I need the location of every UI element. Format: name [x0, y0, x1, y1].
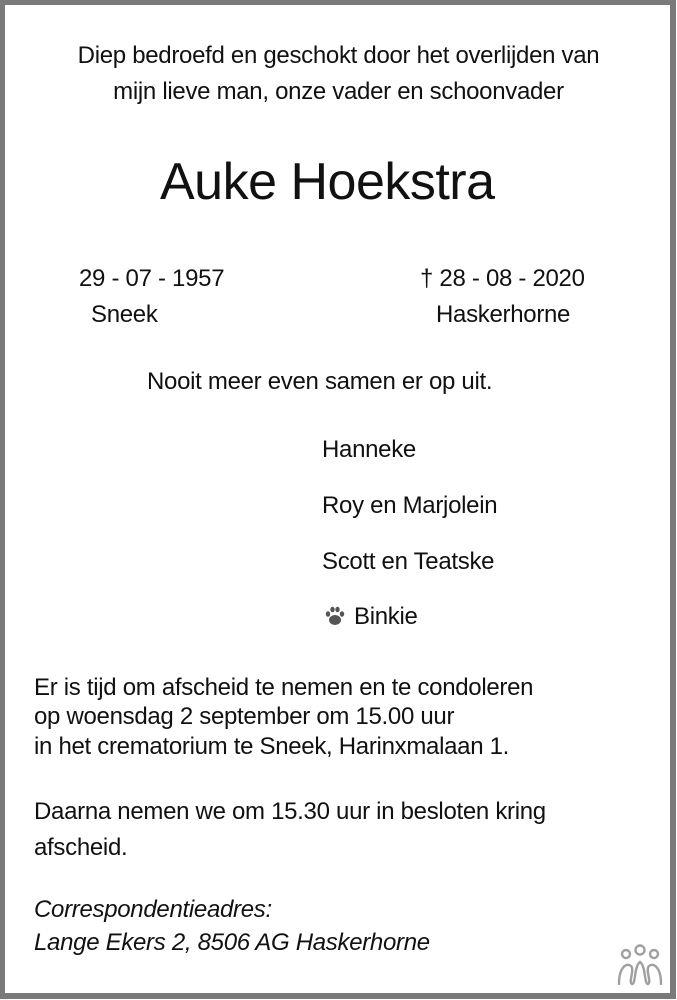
death-date: † 28 - 08 - 2020	[420, 265, 585, 292]
condolence-line-3: in het crematorium te Sneek, Harinxmalaan 1.	[34, 733, 510, 760]
mourner: Hanneke	[322, 436, 416, 463]
farewell-line-1: Daarna nemen we om 15.30 uur in besloten kring	[34, 798, 546, 825]
condolence-line-1: Er is tijd om afscheid te nemen en te condoleren	[34, 674, 534, 701]
deceased-name: Auke Hoekstra	[160, 153, 495, 211]
death-place: Haskerhorne	[436, 301, 571, 328]
pet-name: Binkie	[354, 603, 418, 630]
birth-date: 29 - 07 - 1957	[79, 265, 225, 292]
correspondence-label: Correspondentieadres:	[34, 896, 272, 923]
intro-line-1: Diep bedroefd en geschokt door het overlijden van	[77, 42, 600, 69]
condolence-line-2: op woensdag 2 september om 15.00 uur	[34, 703, 455, 730]
mourner: Scott en Teatske	[322, 548, 495, 575]
intro-line-2: mijn lieve man, onze vader en schoonvader	[113, 78, 564, 105]
quote: Nooit meer even samen er op uit.	[147, 368, 493, 395]
birth-place: Sneek	[91, 301, 158, 328]
mourner-pet	[324, 602, 418, 632]
mourner: Roy en Marjolein	[322, 492, 498, 519]
paw-print-icon	[324, 605, 346, 627]
correspondence-address: Lange Ekers 2, 8506 AG Haskerhorne	[34, 929, 430, 956]
people-logo-icon	[616, 944, 664, 986]
farewell-line-2: afscheid.	[34, 834, 128, 861]
